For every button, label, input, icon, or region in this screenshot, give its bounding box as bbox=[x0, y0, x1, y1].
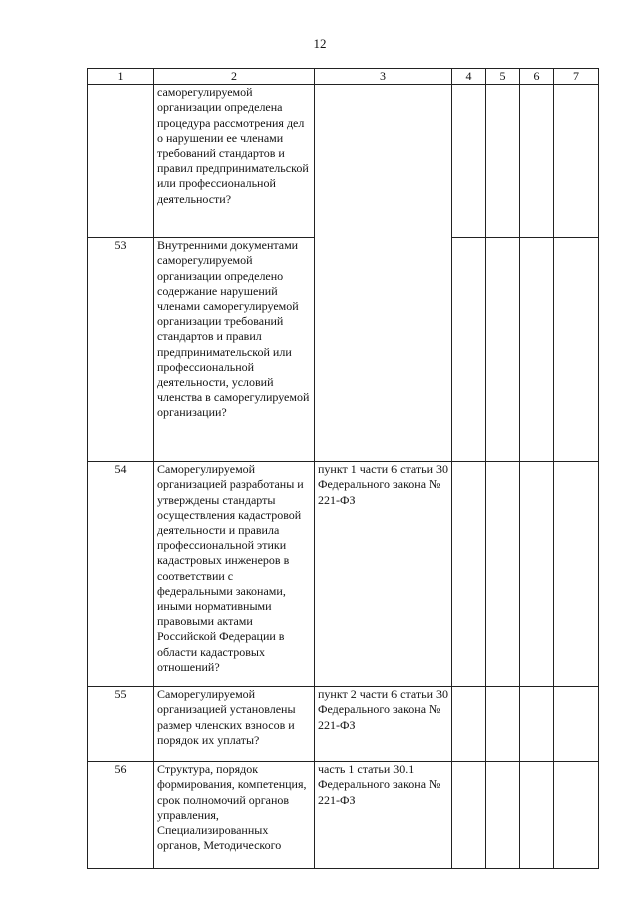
table-row bbox=[88, 762, 599, 869]
row-legal-basis bbox=[315, 85, 452, 462]
row-number: 53 bbox=[88, 238, 154, 462]
row-number: 55 bbox=[88, 687, 154, 762]
col-header-6: 6 bbox=[520, 69, 554, 85]
answer-cell-na bbox=[520, 462, 554, 687]
answer-cell-no bbox=[486, 462, 520, 687]
answer-cell-yes bbox=[452, 238, 486, 462]
table-row bbox=[88, 85, 599, 238]
answer-cell-yes bbox=[452, 462, 486, 687]
col-header-3: 3 bbox=[315, 69, 452, 85]
row-legal-basis: часть 1 статьи 30.1 Федерального закона № 221-ФЗ bbox=[315, 762, 452, 869]
row-question: Внутренними документами саморегулируемой организации определено содержание нарушений членами саморегулируемой организации требований стандартов и правил предпринимательской или профессиональной деятельности, условий членства в саморегулируемой организации? bbox=[154, 238, 315, 462]
answer-cell-no bbox=[486, 687, 520, 762]
page-number: 12 bbox=[313, 36, 327, 51]
row-question: Структура, порядок формирования, компетенция, срок полномочий органов управления, Специализированных органов, Методического bbox=[154, 762, 315, 869]
row-question: Саморегулируемой организацией разработаны и утверждены стандарты осуществления кадастровой деятельности и правила профессиональной этики кадастровых инженеров в соответствии с федеральными законами, иными нормативными правовыми актами Российской Федерации в области кадастровых отношений? bbox=[154, 462, 315, 687]
table-row bbox=[88, 462, 599, 687]
note-cell bbox=[554, 762, 599, 869]
header-row bbox=[88, 69, 599, 85]
row-number: 54 bbox=[88, 462, 154, 687]
answer-cell-no bbox=[486, 238, 520, 462]
answer-cell-na bbox=[520, 687, 554, 762]
col-header-4: 4 bbox=[452, 69, 486, 85]
col-header-7: 7 bbox=[554, 69, 599, 85]
answer-cell-yes bbox=[452, 762, 486, 869]
col-header-2: 2 bbox=[154, 69, 315, 85]
checklist-table bbox=[87, 68, 599, 869]
row-question: Саморегулируемой организацией установлены размер членских взносов и порядок их уплаты? bbox=[154, 687, 315, 762]
row-legal-basis: пункт 1 части 6 статьи 30 Федерального закона № 221-ФЗ bbox=[315, 462, 452, 687]
row-legal-basis: пункт 2 части 6 статьи 30 Федерального закона № 221-ФЗ bbox=[315, 687, 452, 762]
answer-cell-na bbox=[520, 85, 554, 238]
answer-cell-na bbox=[520, 762, 554, 869]
col-header-5: 5 bbox=[486, 69, 520, 85]
answer-cell-yes bbox=[452, 687, 486, 762]
note-cell bbox=[554, 238, 599, 462]
note-cell bbox=[554, 85, 599, 238]
col-header-1: 1 bbox=[88, 69, 154, 85]
answer-cell-no bbox=[486, 762, 520, 869]
note-cell bbox=[554, 462, 599, 687]
table-row bbox=[88, 687, 599, 762]
row-number: 56 bbox=[88, 762, 154, 869]
note-cell bbox=[554, 687, 599, 762]
answer-cell-no bbox=[486, 85, 520, 238]
answer-cell-yes bbox=[452, 85, 486, 238]
row-number bbox=[88, 85, 154, 238]
row-question: саморегулируемой организации определена процедура рассмотрения дел о нарушении ее членами требований стандартов и правил предпринимательской или профессиональной деятельности? bbox=[154, 85, 315, 238]
answer-cell-na bbox=[520, 238, 554, 462]
